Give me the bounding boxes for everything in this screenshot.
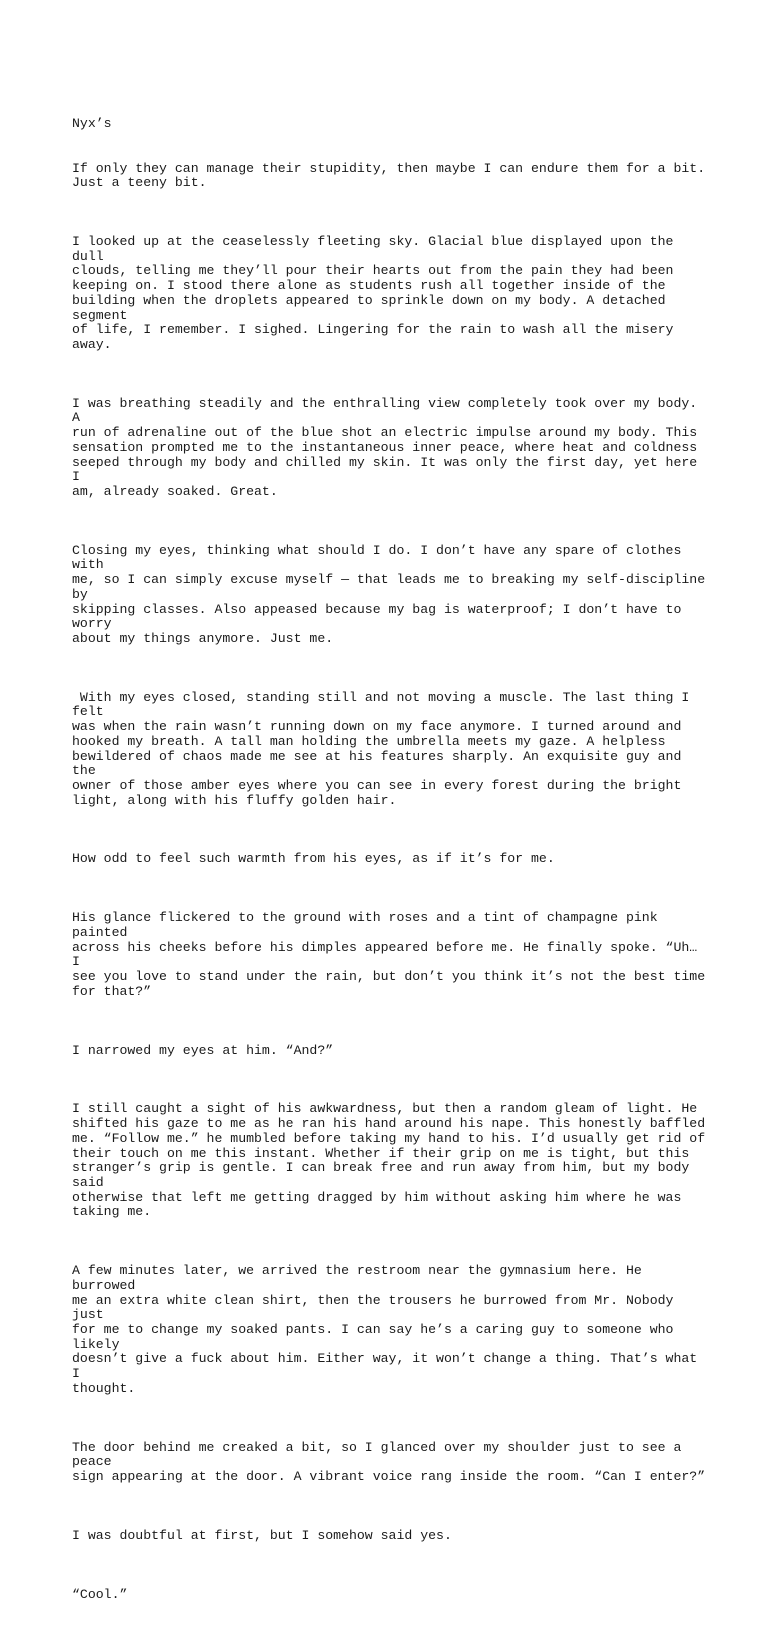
paragraph-11: The door behind me creaked a bit, so I glanced over my shoulder just to see a peace sign appearing at the door. A vibrant voice rang inside the room. “Can I enter?” bbox=[72, 1439, 706, 1484]
paragraph-9: I still caught a sight of his awkwardness, but then a random gleam of light. He shifted his gaze to me as he ran his hand around his nape. This honestly baffled me. “Follow me.” he mumbled before taking my hand to his. I’d usually get rid of their touch on me this instant. Whether if their grip on me is tight, but this stranger’s grip is gentle. I can break free and run away from him, but my body said otherwise that left me getting dragged by him without asking him where he was taking me. bbox=[72, 1101, 706, 1220]
paragraph-3: I was breathing steadily and the enthralling view completely took over my body. A run of adrenaline out of the blue shot an electric impulse around my body. This sensation prompted me to the instantaneous inner peace, where heat and coldness seeped through my body and chilled my skin. It was only the first day, yet here I am, already soaked. Great. bbox=[72, 395, 698, 499]
paragraph-4: Closing my eyes, thinking what should I do. I don’t have any spare of clothes with me, so I can simply excuse myself — that leads me to breaking my self-discipline by skipping classes. Also appeased because my bag is waterproof; I don’t have to worry about my things anymore. Just me. bbox=[72, 542, 706, 646]
document-page bbox=[72, 88, 712, 1632]
paragraph-10: A few minutes later, we arrived the restroom near the gymnasium here. He burrowed me an extra white clean shirt, then the trousers he burrowed from Mr. Nobody just for me to change my soaked pants. I can say he’s a caring guy to someone who likely doesn’t give a fuck about him. Either way, it won’t change a thing. That’s what I thought. bbox=[72, 1263, 698, 1396]
paragraph-13: “Cool.” bbox=[72, 1586, 128, 1602]
paragraph-5: With my eyes closed, standing still and not moving a muscle. The last thing I felt was when the rain wasn’t running down on my face anymore. I turned around and hooked my breath. A tall man holding the umbrella meets my gaze. A helpless bewildered of chaos made me see at his features sharply. An exquisite guy and the owner of those amber eyes where you can see in every forest during the bright light, along with his fluffy golden hair. bbox=[72, 689, 690, 808]
paragraph-8: I narrowed my eyes at him. “And?” bbox=[72, 1042, 334, 1058]
paragraph-12: I was doubtful at first, but I somehow said yes. bbox=[72, 1527, 452, 1543]
chapter-heading: Nyx’s bbox=[72, 116, 112, 132]
paragraph-6: How odd to feel such warmth from his eyes, as if it’s for me. bbox=[72, 851, 555, 867]
paragraph-1: If only they can manage their stupidity, then maybe I can endure them for a bit. Just a teeny bit. bbox=[72, 160, 706, 191]
paragraph-2: I looked up at the ceaselessly fleeting sky. Glacial blue displayed upon the dull clouds, telling me they’ll pour their hearts out from the pain they had been keeping on. I stood there alone as students rush all together inside of the building when the droplets appeared to sprinkle down on my body. A detached segment of life, I remember. I sighed. Lingering for the rain to wash all the misery away. bbox=[72, 234, 674, 352]
paragraph-7: His glance flickered to the ground with roses and a tint of champagne pink painted across his cheeks before his dimples appeared before me. He finally spoke. “Uh… I see you love to stand under the rain, but don’t you think it’s not the best time for that?” bbox=[72, 910, 706, 999]
